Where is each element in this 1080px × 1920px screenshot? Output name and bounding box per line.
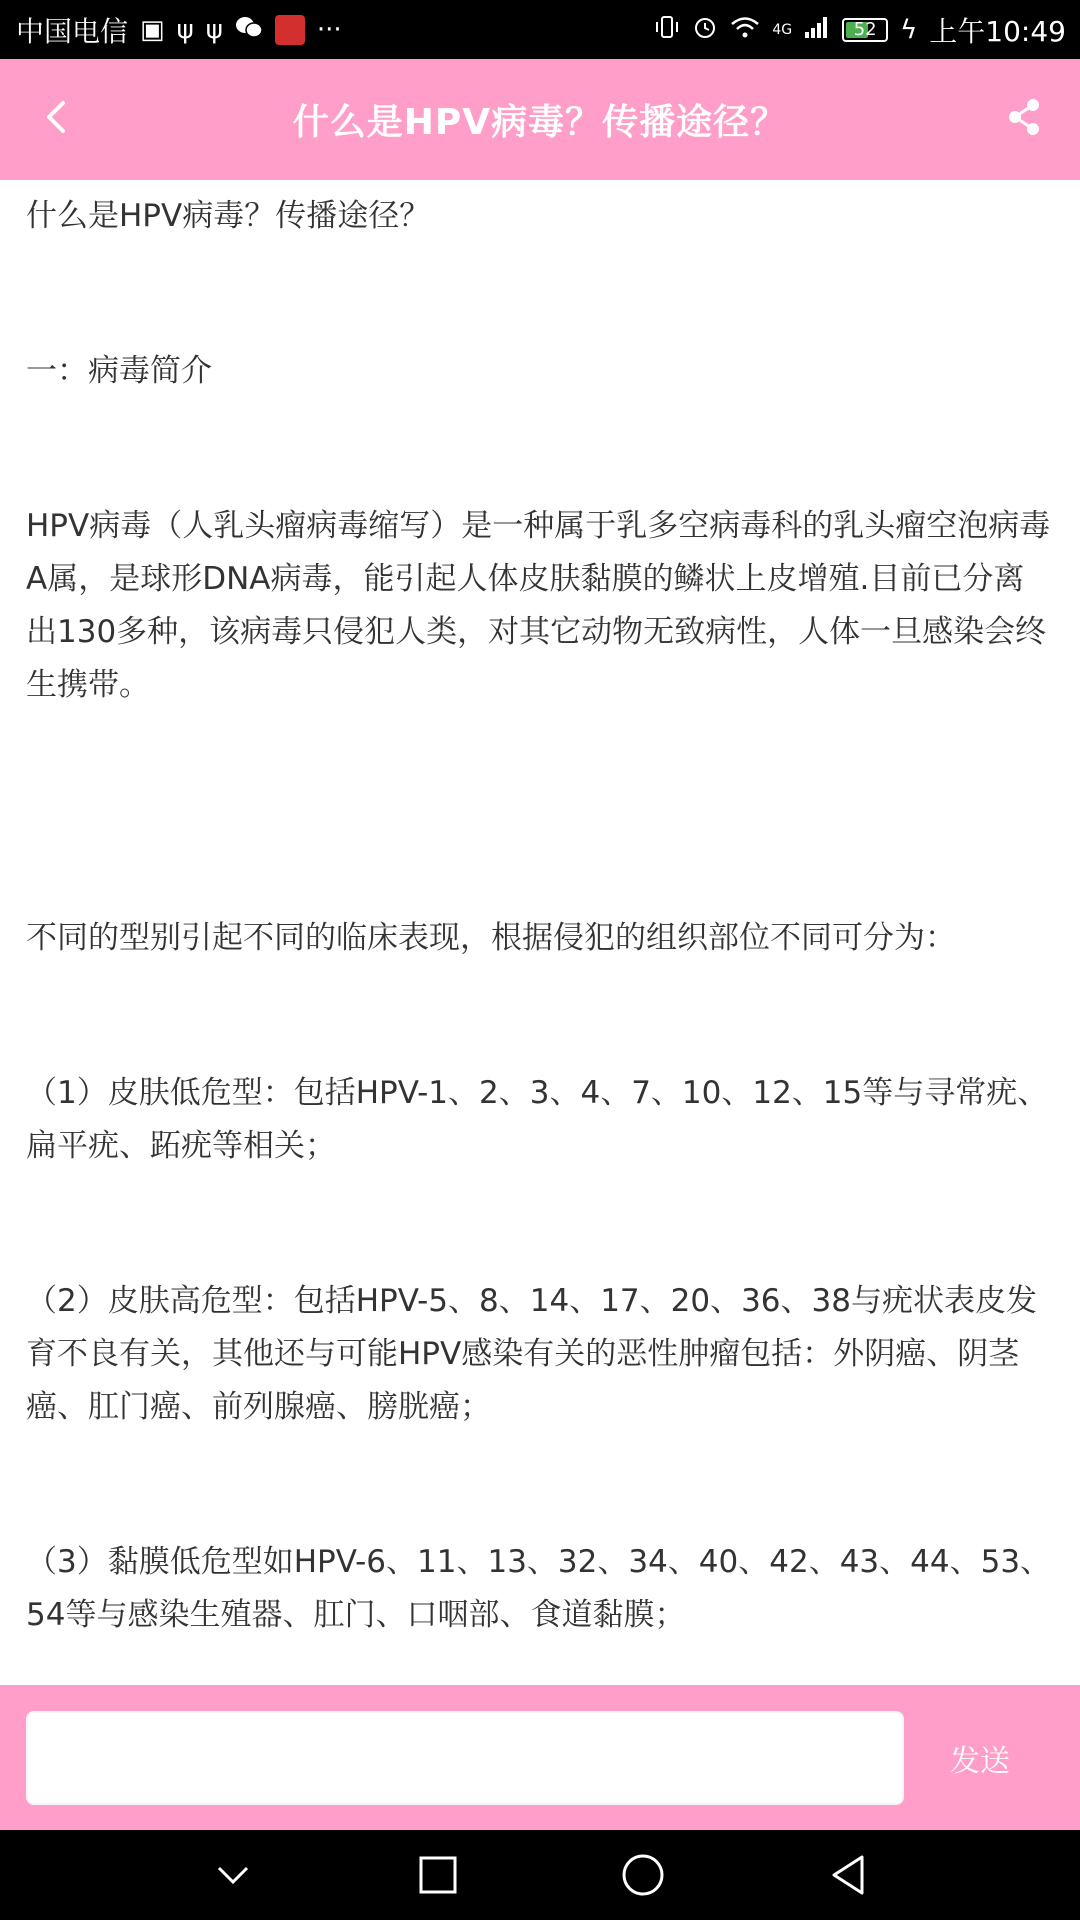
share-button[interactable]	[994, 87, 1054, 147]
wifi-icon	[730, 15, 760, 44]
battery-level: 52	[853, 19, 877, 40]
send-button[interactable]: 发送	[920, 1711, 1040, 1805]
signal-icon	[804, 15, 830, 44]
network-type-label: 4G	[772, 21, 793, 38]
status-left	[16, 10, 342, 50]
spacer	[26, 1173, 1054, 1275]
nav-hide-button[interactable]	[203, 1845, 263, 1905]
spacer	[26, 398, 1054, 500]
circle-icon	[621, 1853, 665, 1897]
spacer	[26, 1434, 1054, 1536]
usb-icon: ψ	[176, 14, 194, 45]
system-nav-bar	[0, 1830, 1080, 1920]
status-bar	[0, 0, 1080, 59]
alarm-icon	[692, 14, 718, 45]
nav-recent-button[interactable]	[408, 1845, 468, 1905]
chevron-left-icon	[41, 97, 71, 137]
spacer	[26, 712, 1054, 912]
share-icon	[1006, 97, 1042, 137]
nav-back-button[interactable]	[818, 1845, 878, 1905]
page-title: 什么是HPV病毒？传播途径？	[292, 102, 788, 143]
triangle-back-icon	[828, 1853, 868, 1897]
comment-input[interactable]	[26, 1711, 904, 1805]
status-right	[654, 10, 1066, 50]
spacer	[26, 243, 1054, 345]
article-paragraph: HPV病毒（人乳头瘤病毒缩写）是一种属于乳多空病毒科的乳头瘤空泡病毒A属，是球形DNA病毒，能引起人体皮肤黏膜的鳞状上皮增殖.目前已分离出130多种，该病毒只侵犯人类，对其它动物无致病性，人体一旦感染会终生携带。	[26, 508, 1051, 703]
gallery-notification-icon: ▣	[140, 14, 165, 45]
article-content[interactable]	[0, 180, 1080, 1685]
clock: 上午10:49	[929, 14, 1066, 48]
nav-home-button[interactable]	[613, 1845, 673, 1905]
comment-bar	[0, 1685, 1080, 1830]
wechat-icon	[235, 15, 263, 44]
charging-icon: ϟ	[900, 14, 918, 45]
square-icon	[418, 1855, 458, 1895]
back-button[interactable]	[26, 87, 86, 147]
article-paragraph: （1）皮肤低危型：包括HPV-1、2、3、4、7、10、12、15等与寻常疣、扁平疣、跖疣等相关；	[26, 1075, 1049, 1164]
chevron-down-icon	[213, 1860, 253, 1890]
vibrate-icon	[654, 14, 680, 45]
battery-icon	[842, 18, 888, 42]
app-notification-icon	[275, 15, 305, 45]
more-notifications-icon: ···	[316, 14, 342, 45]
article-paragraph: 不同的型别引起不同的临床表现，根据侵犯的组织部位不同可分为：	[26, 920, 956, 956]
app-header	[0, 59, 1080, 180]
usb-icon-2: ψ	[205, 14, 223, 45]
article-paragraph: （3）黏膜低危型如HPV-6、11、13、32、34、40、42、43、44、53、54等与感染生殖器、肛门、口咽部、食道黏膜；	[26, 1544, 1052, 1633]
carrier-label: 中国电信	[16, 14, 129, 48]
article-paragraph: （2）皮肤高危型：包括HPV-5、8、14、17、20、36、38与疣状表皮发育不良有关，其他还与可能HPV感染有关的恶性肿瘤包括：外阴癌、阴茎癌、肛门癌、前列腺癌、膀胱癌；	[26, 1283, 1037, 1425]
section-title: 一：病毒简介	[26, 353, 212, 389]
spacer	[26, 965, 1054, 1067]
article-heading: 什么是HPV病毒？传播途径？	[26, 198, 431, 234]
